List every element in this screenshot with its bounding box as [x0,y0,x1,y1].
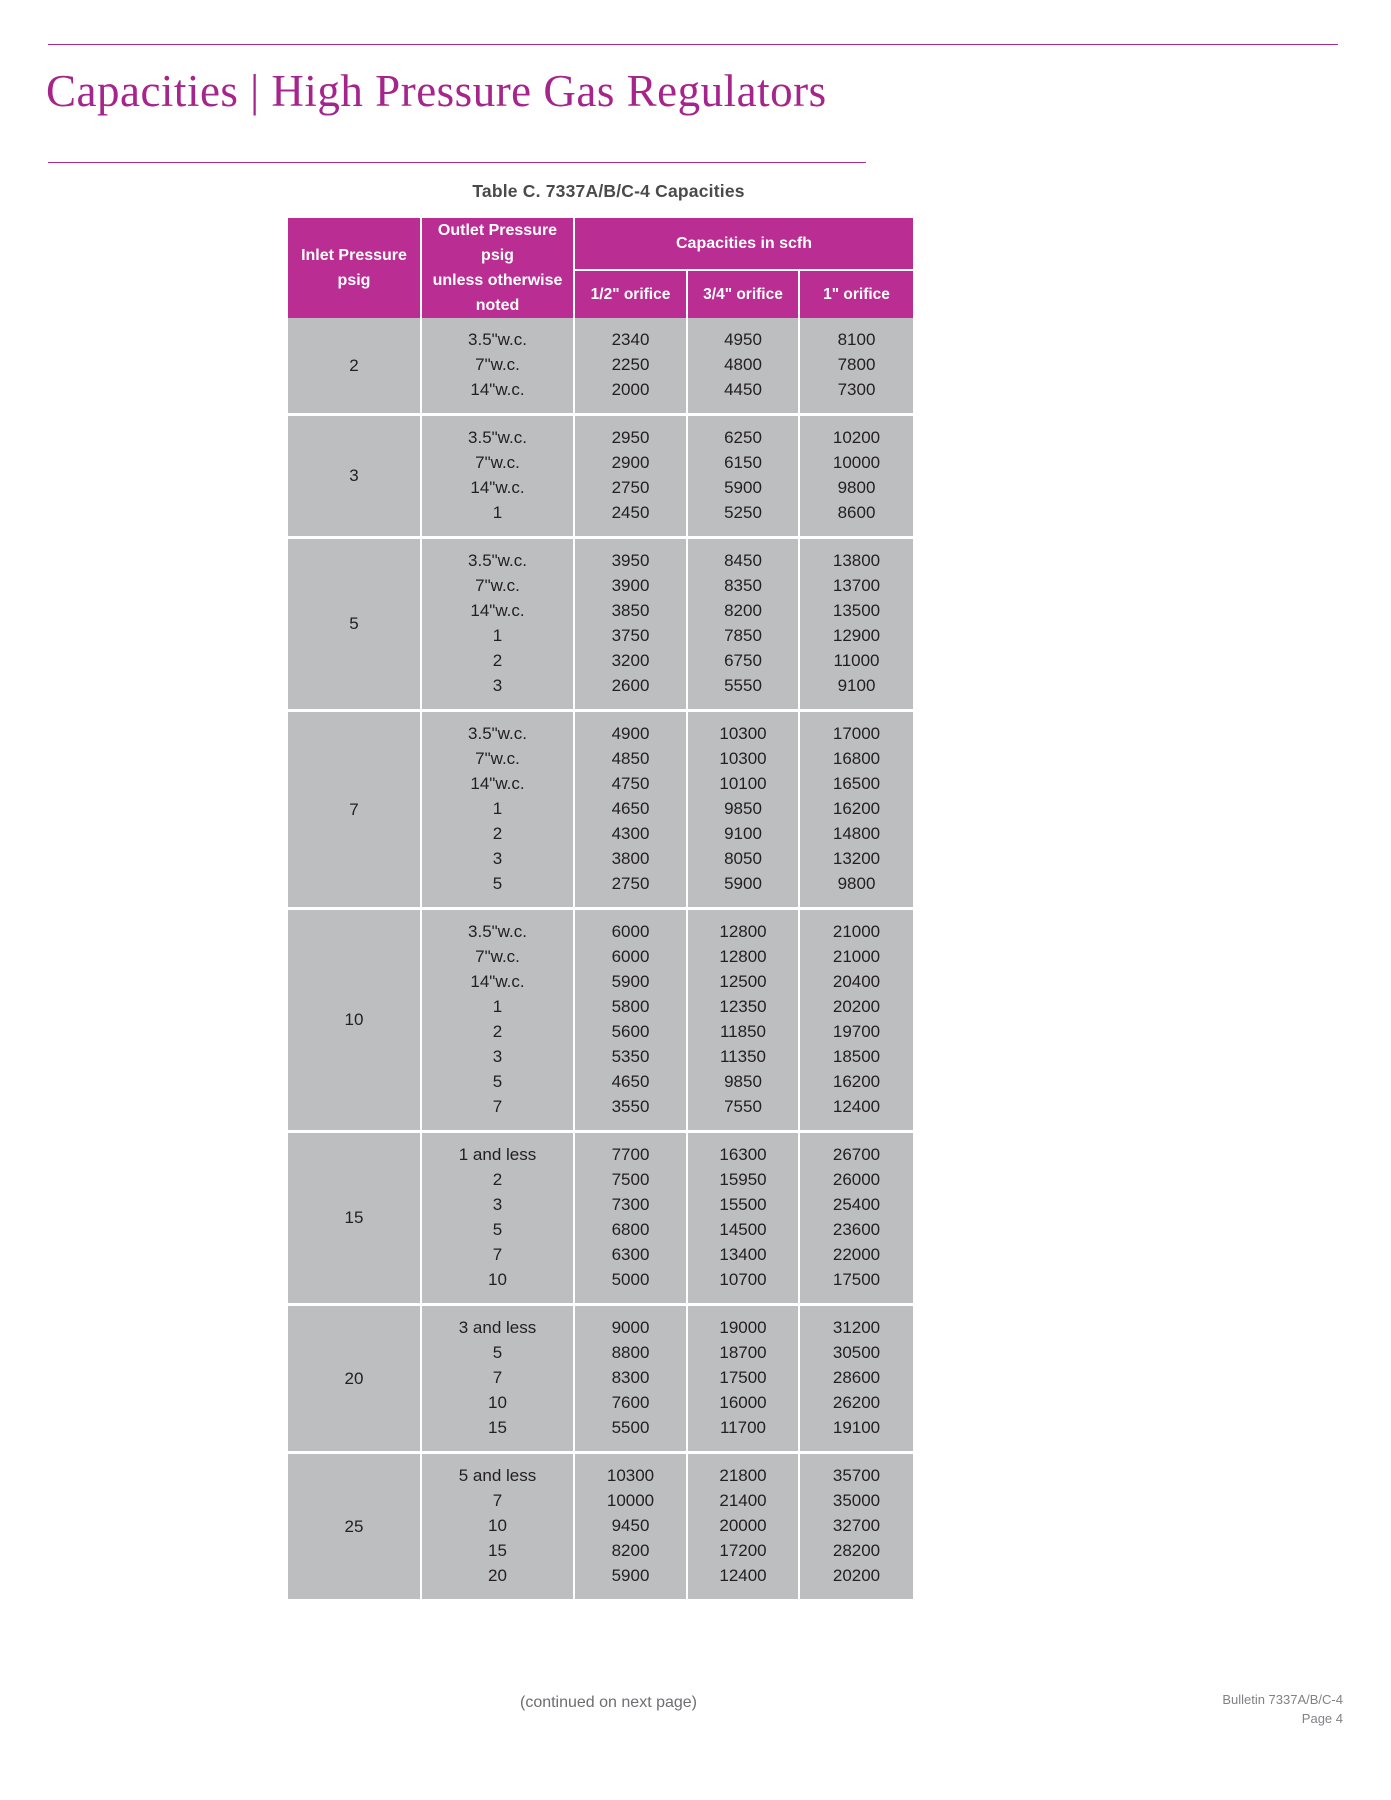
cell-outlet-pressure [422,910,575,1133]
cell-threequarter: 7550 [724,1097,762,1116]
cell-threequarter: 15950 [719,1170,767,1189]
cell-capacity-threequarter-orifice [688,712,800,910]
cell-half: 4750 [611,774,650,793]
cell-outlet: 3.5"w.c. [468,551,527,570]
cell-capacity-one-orifice [800,712,913,910]
cell-threequarter: 8200 [724,601,762,620]
cell-threequarter: 4450 [724,380,762,399]
cell-half: 5000 [611,1270,650,1289]
cell-threequarter: 5250 [724,503,762,522]
cell-threequarter: 10700 [719,1270,767,1289]
cell-threequarter: 8450 [724,551,762,570]
table-row [288,416,913,539]
cell-threequarter: 10100 [719,774,767,793]
cell-half: 8300 [611,1368,650,1387]
cell-one: 17000 [832,724,881,743]
cell-half: 4850 [611,749,650,768]
cell-threequarter: 14500 [719,1220,767,1239]
cell-threequarter: 11850 [719,1022,766,1041]
cell-capacity-threequarter-orifice [688,1454,800,1602]
cell-outlet: 10 [488,1393,507,1412]
cell-one: 7800 [837,355,876,374]
cell-threequarter: 9100 [724,824,762,843]
cell-one: 9800 [837,478,876,497]
cell-capacity-one-orifice [800,318,913,416]
cell-threequarter: 6250 [724,428,762,447]
cell-half: 10300 [606,1466,655,1485]
cell-threequarter: 5900 [724,478,762,497]
cell-half: 6800 [611,1220,650,1239]
table-row [288,539,913,712]
footer-continued-note: (continued on next page) [519,1694,697,1711]
cell-outlet-pressure [422,318,575,416]
table-row [288,1133,913,1306]
cell-one: 25400 [832,1195,881,1214]
cell-half: 2340 [611,330,650,349]
page-title: Capacities | High Pressure Gas Regulators [46,66,827,116]
cell-half: 3900 [611,576,650,595]
table-row [288,910,913,1133]
cell-threequarter: 7850 [724,626,762,645]
cell-inlet-pressure: 25 [288,1454,422,1602]
cell-capacity-threequarter-orifice [688,416,800,539]
cell-one: 13800 [832,551,881,570]
cell-one: 31200 [832,1318,881,1337]
cell-threequarter: 12400 [719,1566,767,1585]
cell-outlet: 3.5"w.c. [468,724,527,743]
cell-one: 18500 [832,1047,881,1066]
cell-outlet: 3 [492,849,503,868]
cell-outlet-pressure [422,1454,575,1602]
cell-threequarter: 15500 [719,1195,767,1214]
cell-outlet: 3.5"w.c. [468,330,527,349]
cell-one: 32700 [832,1516,881,1535]
cell-outlet: 3.5"w.c. [468,922,527,941]
cell-one: 13200 [832,849,881,868]
cell-capacity-one-orifice [800,910,913,1133]
cell-one: 19700 [832,1022,881,1041]
cell-half: 3850 [611,601,650,620]
cell-inlet-pressure: 5 [288,539,422,712]
cell-outlet-pressure [422,712,575,910]
cell-threequarter: 12800 [719,947,767,966]
cell-threequarter: 9850 [724,799,762,818]
col-header-orifice-one: 1" orifice [800,271,913,319]
cell-outlet: 2 [492,1170,503,1189]
cell-capacity-half-orifice [575,1454,688,1602]
cell-half: 7300 [611,1195,650,1214]
cell-threequarter: 6150 [724,453,762,472]
cell-outlet: 7 [492,1491,503,1510]
cell-half: 7700 [611,1145,650,1164]
col-header-inlet-line1: Inlet Pressure [301,247,407,264]
cell-one: 7300 [837,380,876,399]
cell-threequarter: 17200 [719,1541,767,1560]
cell-capacity-one-orifice [800,1306,913,1454]
cell-half: 3750 [611,626,650,645]
cell-capacity-threequarter-orifice [688,910,800,1133]
cell-threequarter: 17500 [719,1368,767,1387]
cell-outlet: 14"w.c. [470,478,525,497]
cell-half: 3550 [611,1097,650,1116]
table-row [288,318,913,416]
cell-threequarter: 8350 [724,576,762,595]
footer-bulletin: Bulletin 7337A/B/C-4 [1222,1692,1343,1707]
cell-half: 3200 [611,651,650,670]
cell-half: 10000 [606,1491,655,1510]
cell-half: 2750 [611,874,650,893]
cell-outlet: 1 [492,503,503,522]
cell-half: 8800 [611,1343,650,1362]
cell-outlet: 7 [492,1097,503,1116]
table-caption: Table C. 7337A/B/C-4 Capacities [472,181,745,201]
cell-outlet: 15 [488,1418,507,1437]
cell-outlet: 2 [492,824,503,843]
cell-outlet: 3 [492,1047,503,1066]
cell-half: 2950 [611,428,650,447]
cell-one: 11000 [833,651,880,670]
cell-one: 28600 [832,1368,881,1387]
cell-outlet: 14"w.c. [470,774,525,793]
cell-outlet: 7"w.c. [475,749,520,768]
cell-outlet: 2 [492,651,503,670]
cell-one: 16500 [832,774,881,793]
cell-half: 2600 [611,676,650,695]
cell-half: 2900 [611,453,650,472]
col-header-inlet-line2: psig [337,272,371,289]
col-header-outlet-line1: Outlet Pressure [437,222,558,239]
cell-half: 7600 [611,1393,650,1412]
cell-outlet-pressure [422,1306,575,1454]
cell-threequarter: 6750 [724,651,762,670]
cell-outlet: 14"w.c. [470,972,525,991]
cell-half: 5350 [611,1047,650,1066]
table-head-row-1 [288,218,913,271]
cell-outlet: 20 [488,1566,507,1585]
col-header-outlet-line4: noted [475,297,520,314]
cell-outlet: 15 [488,1541,507,1560]
cell-one: 21000 [832,947,881,966]
cell-inlet-pressure: 2 [288,318,422,416]
cell-threequarter: 18700 [719,1343,767,1362]
table-row [288,712,913,910]
cell-threequarter: 16000 [719,1393,767,1412]
cell-one: 26700 [832,1145,881,1164]
cell-outlet: 5 [492,874,503,893]
cell-one: 19100 [832,1418,881,1437]
cell-one: 8600 [837,503,876,522]
cell-inlet-pressure: 20 [288,1306,422,1454]
cell-outlet: 14"w.c. [470,380,525,399]
cell-threequarter: 19000 [719,1318,767,1337]
cell-one: 21000 [832,922,881,941]
cell-half: 5600 [611,1022,650,1041]
cell-one: 17500 [832,1270,881,1289]
cell-capacity-threequarter-orifice [688,1306,800,1454]
cell-outlet: 5 [492,1343,503,1362]
cell-one: 16200 [832,799,881,818]
col-header-orifice-half: 1/2" orifice [575,271,688,319]
cell-capacity-threequarter-orifice [688,539,800,712]
cell-one: 26000 [832,1170,881,1189]
cell-outlet: 10 [488,1516,507,1535]
cell-outlet: 1 [492,626,503,645]
cell-outlet: 3 [492,1195,503,1214]
cell-outlet: 5 and less [458,1466,537,1485]
cell-outlet: 5 [492,1220,503,1239]
col-header-orifice-threequarter: 3/4" orifice [688,271,800,319]
cell-half: 9450 [611,1516,650,1535]
cell-half: 6000 [611,922,650,941]
cell-one: 20200 [832,997,881,1016]
cell-outlet: 7"w.c. [475,576,520,595]
cell-half: 5500 [611,1418,650,1437]
cell-threequarter: 16300 [719,1145,767,1164]
cell-half: 2450 [611,503,650,522]
cell-half: 2000 [611,380,650,399]
table-row [288,1454,913,1602]
cell-outlet: 1 [492,997,503,1016]
cell-outlet: 3 [492,676,503,695]
col-header-inlet-pressure [288,218,422,318]
cell-threequarter: 5900 [724,874,762,893]
cell-one: 22000 [832,1245,881,1264]
cell-threequarter: 12350 [719,997,767,1016]
cell-one: 16800 [832,749,881,768]
cell-capacity-half-orifice [575,712,688,910]
capacities-table [288,218,913,1602]
cell-threequarter: 4950 [724,330,762,349]
cell-one: 20400 [832,972,881,991]
cell-capacity-half-orifice [575,318,688,416]
cell-inlet-pressure: 3 [288,416,422,539]
cell-one: 10000 [832,453,881,472]
cell-outlet: 1 and less [458,1145,537,1164]
cell-capacity-half-orifice [575,1133,688,1306]
cell-outlet: 3.5"w.c. [468,428,527,447]
cell-capacity-one-orifice [800,1133,913,1306]
cell-one: 14800 [832,824,881,843]
cell-one: 30500 [832,1343,881,1362]
cell-one: 9100 [837,676,876,695]
footer-meta [1222,1690,1343,1728]
cell-threequarter: 8050 [724,849,762,868]
cell-threequarter: 20000 [719,1516,767,1535]
cell-threequarter: 5550 [724,676,762,695]
cell-threequarter: 4800 [724,355,762,374]
cell-half: 8200 [611,1541,650,1560]
col-header-capacities-group: Capacities in scfh [575,218,913,271]
cell-threequarter: 10300 [719,724,767,743]
cell-half: 4900 [611,724,650,743]
cell-capacity-half-orifice [575,1306,688,1454]
cell-one: 12400 [832,1097,881,1116]
cell-half: 5800 [611,997,650,1016]
cell-capacity-threequarter-orifice [688,318,800,416]
cell-outlet: 7 [492,1368,503,1387]
cell-threequarter: 21800 [719,1466,767,1485]
cell-outlet: 2 [492,1022,503,1041]
cell-one: 9800 [837,874,876,893]
cell-inlet-pressure: 7 [288,712,422,910]
table-head [288,218,913,318]
cell-capacity-half-orifice [575,416,688,539]
cell-one: 20200 [832,1566,881,1585]
cell-half: 6000 [611,947,650,966]
cell-half: 2250 [611,355,650,374]
cell-outlet: 3 and less [458,1318,537,1337]
cell-one: 12900 [832,626,881,645]
cell-half: 3800 [611,849,650,868]
cell-outlet-pressure [422,1133,575,1306]
cell-threequarter: 11700 [719,1418,766,1437]
cell-threequarter: 10300 [719,749,767,768]
cell-half: 7500 [611,1170,650,1189]
footer-page-number: Page 4 [1301,1711,1343,1726]
cell-capacity-one-orifice [800,1454,913,1602]
cell-half: 5900 [611,972,650,991]
cell-one: 10200 [832,428,881,447]
header-top-rule [48,44,1338,45]
cell-inlet-pressure: 15 [288,1133,422,1306]
cell-threequarter: 13400 [719,1245,767,1264]
cell-half: 6300 [611,1245,650,1264]
cell-half: 4650 [611,1072,650,1091]
cell-outlet: 1 [492,799,503,818]
table-body [288,318,913,1602]
col-header-outlet-pressure [422,218,575,318]
cell-one: 13700 [832,576,881,595]
cell-one: 13500 [832,601,881,620]
cell-threequarter: 21400 [719,1491,767,1510]
cell-outlet: 7 [492,1245,503,1264]
cell-outlet-pressure [422,539,575,712]
cell-capacity-one-orifice [800,416,913,539]
cell-capacity-threequarter-orifice [688,1133,800,1306]
cell-capacity-half-orifice [575,910,688,1133]
cell-outlet: 5 [492,1072,503,1091]
cell-one: 23600 [832,1220,881,1239]
cell-threequarter: 11350 [719,1047,766,1066]
cell-one: 16200 [832,1072,881,1091]
cell-inlet-pressure: 10 [288,910,422,1133]
cell-half: 5900 [611,1566,650,1585]
cell-one: 8100 [837,330,876,349]
col-header-outlet-line2: psig [481,247,514,264]
cell-one: 26200 [832,1393,881,1412]
cell-outlet: 7"w.c. [475,355,520,374]
cell-outlet-pressure [422,416,575,539]
cell-half: 9000 [611,1318,650,1337]
cell-half: 4650 [611,799,650,818]
cell-capacity-half-orifice [575,539,688,712]
cell-half: 3950 [611,551,650,570]
cell-outlet: 7"w.c. [475,947,520,966]
cell-half: 4300 [611,824,650,843]
header-bottom-rule [48,162,866,163]
col-header-outlet-line3: unless otherwise [432,272,563,289]
cell-outlet: 10 [488,1270,507,1289]
cell-half: 2750 [611,478,650,497]
cell-outlet: 7"w.c. [475,453,520,472]
cell-one: 28200 [832,1541,881,1560]
cell-one: 35700 [832,1466,881,1485]
cell-outlet: 14"w.c. [470,601,525,620]
cell-threequarter: 12500 [719,972,767,991]
cell-threequarter: 9850 [724,1072,762,1091]
table-row [288,1306,913,1454]
cell-threequarter: 12800 [719,922,767,941]
cell-one: 35000 [832,1491,881,1510]
cell-capacity-one-orifice [800,539,913,712]
